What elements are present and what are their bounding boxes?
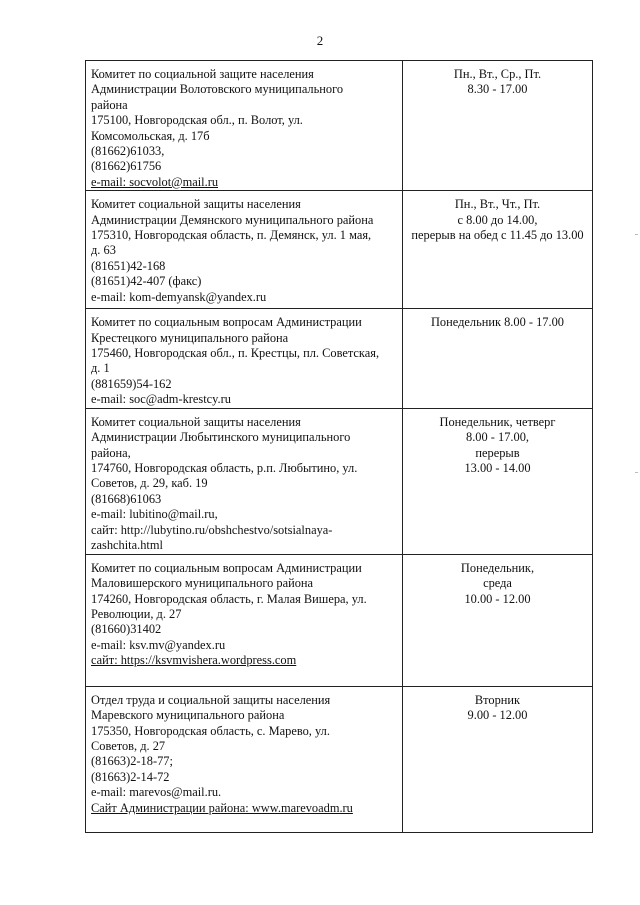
org-name-line: Комитет социальной защиты населения — [91, 197, 301, 212]
email-link[interactable]: e-mail: socvolot@mail.ru — [91, 174, 219, 189]
email-text: e-mail: marevos@mail.ru. — [91, 785, 222, 800]
org-name-line: Отдел труда и социальной защиты населения — [91, 692, 331, 707]
table-row — [86, 61, 593, 191]
address-line: 175460, Новгородская обл., п. Крестцы, пл. Советская, — [91, 346, 380, 361]
org-name-line: района — [91, 97, 128, 112]
website-text: сайт: http://lubytino.ru/obshchestvo/sotsialnaya- — [91, 522, 333, 537]
scan-edge-mark — [635, 234, 638, 235]
phone-line: (881659)54-162 — [91, 376, 172, 391]
org-name-line: Маревского муниципального района — [91, 708, 285, 723]
org-name-line: Крестецкого муниципального района — [91, 330, 289, 345]
org-contact-cell — [86, 309, 403, 408]
address-line: д. 1 — [91, 361, 110, 376]
phone-line: (81660)31402 — [91, 622, 162, 637]
email-text: e-mail: lubitino@mail.ru, — [91, 507, 218, 522]
website-link[interactable]: сайт: https://ksvmvishera.wordpress.com — [91, 653, 297, 668]
table-row — [86, 309, 593, 408]
hours-line: Понедельник 8.00 - 17.00 — [430, 315, 564, 330]
hours-line: Понедельник, — [460, 560, 535, 575]
address-line: 175100, Новгородская обл., п. Волот, ул. — [91, 113, 303, 128]
hours-cell — [403, 408, 593, 554]
address-line: Советов, д. 29, каб. 19 — [91, 476, 208, 491]
phone-line: (81668)61063 — [91, 491, 162, 506]
address-line: 174260, Новгородская область, г. Малая Вишера, ул. — [91, 591, 367, 606]
page-number: 2 — [316, 33, 324, 48]
org-contact-cell — [86, 191, 403, 309]
org-name-line: района, — [91, 445, 131, 460]
org-name-line: Комитет по социальным вопросам Администрации — [91, 315, 362, 330]
org-name-line: Комитет по социальным вопросам Администрации — [91, 560, 362, 575]
phone-line: (81651)42-168 — [91, 258, 166, 273]
org-name-line: Администрации Демянского муниципального района — [91, 212, 374, 227]
hours-line: с 8.00 до 14.00, — [457, 212, 538, 227]
phone-line: (81663)2-14-72 — [91, 769, 170, 784]
hours-line: Вторник — [474, 692, 521, 707]
address-line: 174760, Новгородская область, р.п. Любытино, ул. — [91, 460, 358, 475]
hours-line: перерыв на обед с 11.45 до 13.00 — [411, 228, 584, 243]
hours-line: 10.00 - 12.00 — [464, 591, 531, 606]
address-line: д. 63 — [91, 243, 116, 258]
org-name-line: Администрации Любытинского муниципального — [91, 430, 351, 445]
hours-cell — [403, 309, 593, 408]
hours-line: 8.30 - 17.00 — [467, 82, 528, 97]
org-name-line: Администрации Волотовского муниципального — [91, 82, 344, 97]
table-row — [86, 554, 593, 686]
website-link[interactable]: Сайт Администрации района: www.marevoadm.ru — [91, 800, 353, 815]
address-line: Комсомольская, д. 17б — [91, 128, 210, 143]
table-row — [86, 686, 593, 832]
hours-line: Пн., Вт., Чт., Пт. — [454, 197, 541, 212]
org-contact-cell — [86, 408, 403, 554]
phone-line: (81651)42-407 (факс) — [91, 274, 202, 289]
hours-cell — [403, 191, 593, 309]
hours-line: Понедельник, четверг — [439, 414, 556, 429]
schedule-table — [85, 60, 593, 833]
phone-line: (81663)2-18-77; — [91, 754, 173, 769]
hours-line: 8.00 - 17.00, — [466, 430, 529, 445]
org-contact-cell — [86, 61, 403, 191]
org-name-line: Комитет по социальной защите населения — [91, 67, 314, 81]
phone-line: (81662)61756 — [91, 159, 162, 174]
address-line: 175310, Новгородская область, п. Демянск, ул. 1 мая, — [91, 228, 372, 243]
hours-line: 13.00 - 14.00 — [464, 460, 531, 475]
email-text: e-mail: soc@adm-krestcy.ru — [91, 392, 231, 407]
table-row — [86, 191, 593, 309]
website-text: zashchita.html — [91, 537, 163, 552]
hours-cell — [403, 686, 593, 832]
phone-line: (81662)61033, — [91, 144, 165, 159]
org-name-line: Комитет социальной защиты населения — [91, 414, 301, 429]
address-line: 175350, Новгородская область, с. Марево, ул. — [91, 723, 330, 738]
org-contact-cell — [86, 554, 403, 686]
hours-cell — [403, 61, 593, 191]
org-contact-cell — [86, 686, 403, 832]
address-line: Революции, д. 27 — [91, 606, 182, 621]
email-text: e-mail: kom-demyansk@yandex.ru — [91, 289, 267, 304]
hours-line: Пн., Вт., Ср., Пт. — [453, 67, 542, 81]
hours-line: среда — [483, 576, 512, 591]
org-name-line: Маловишерского муниципального района — [91, 576, 314, 591]
email-text: e-mail: ksv.mv@yandex.ru — [91, 637, 226, 652]
hours-cell — [403, 554, 593, 686]
table-row — [86, 408, 593, 554]
scan-edge-mark — [635, 472, 638, 473]
address-line: Советов, д. 27 — [91, 738, 166, 753]
hours-line: 9.00 - 12.00 — [467, 708, 528, 723]
hours-line: перерыв — [475, 445, 520, 460]
